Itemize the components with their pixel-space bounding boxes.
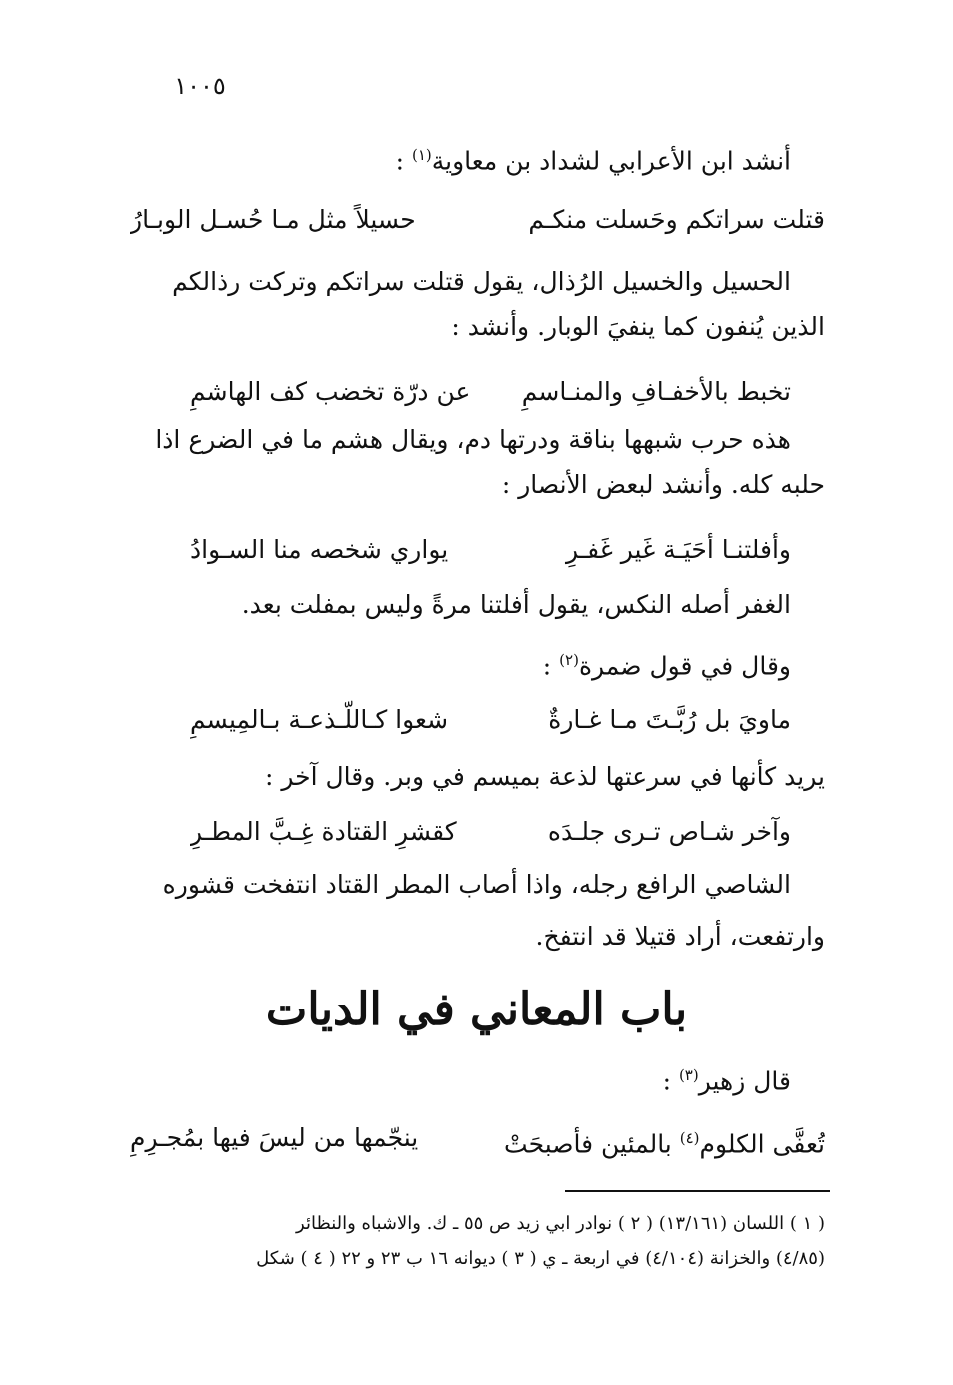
verse-line (130, 200, 825, 240)
verse-hemistich-second: ينجّمها من ليسَ فيها بمُجـرِمِ (130, 1123, 419, 1152)
verse-hemistich-first: تُعفَّى الكلوم$^{(٤)}$ بالمئين فأصبحَتْ (504, 1129, 825, 1159)
footnote-marker: (٢) (559, 651, 579, 669)
footnote-line: ( ١ ) اللسان (١٣/١٦١) ( ٢ ) نوادر ابي زيد ص ٥٥ ـ ك. والاشباه والنظائر (296, 1213, 825, 1234)
text-line: الحسيل والخسيل الرُذال، يقول قتلت سراتكم وتركت رذالكم (172, 267, 791, 296)
verse-hemistich-second: كقشرِ القتادة غِـبَّ المطـرِ (190, 817, 457, 846)
footnote-separator (565, 1190, 830, 1192)
verse-hemistich-first: تخبط بالأخفـافِ والمنـاسمِ (521, 377, 791, 406)
text-line: أنشد ابن الأعرابي لشداد بن معاوية$^{(١)}$ : (395, 146, 791, 176)
page-number: ١٠٠٥ (174, 72, 226, 100)
verse-hemistich-second: يواري شخصه منا السـوادُ (190, 535, 449, 564)
section-heading: باب المعاني في الديات (265, 984, 688, 1035)
text-line: حلبه كله. وأنشد لبعض الأنصار : (501, 470, 825, 499)
verse-line (130, 1118, 825, 1158)
verse-hemistich-second: عن درّة تخضب كف الهاشمِ (190, 377, 471, 406)
text-line: وقال في قول ضمرة$^{(٢)}$ : (542, 651, 791, 681)
text-line: وارتفعت، أراد قتيلا قد انتفخ. (535, 922, 825, 951)
text-line: هذه حرب شبهها بناقة ودرتها دم، ويقال هشم ما في الضرع اذا (155, 425, 791, 454)
footnote-line: (٤/٨٥) والخزانة (٤/١٠٤) في اربعة ـ ي ( ٣ ) ديوانه ١٦ ب ٢٣ و ٢٢ ( ٤ ) شكل (256, 1248, 825, 1269)
verse-line (190, 372, 791, 412)
verse-hemistich-first: قتلت سراتكم وحَسلت منكـم (528, 205, 825, 234)
text-line: يريد كأنها في سرعتها لذعة بميسم في وبر. وقال آخر : (265, 762, 825, 791)
verse-hemistich-first: وآخر شـاص تـرى جلـدَه (547, 817, 791, 846)
text-line: الشاصي الرافع رجله، واذا أصاب المطر القتاد انتفخت قشوره (162, 870, 791, 899)
text-line: الذين يُنفون كما ينفيَ الوبار. وأنشد : (451, 312, 825, 341)
verse-hemistich-first: ماويَ بل رُبَّـتَ مـا غـارةٌ (548, 705, 791, 734)
verse-line (190, 530, 791, 570)
verse-line (190, 700, 791, 740)
footnote-marker: (٣) (678, 1066, 699, 1084)
text-line: الغفر أصله النكس، يقول أفلتنا مرةً وليس بمفلت بعد. (241, 590, 791, 619)
verse-hemistich-second: حسيلاً مثل مـا حُسـل الوبـارُ (130, 205, 416, 234)
footnote-marker: (٤) (679, 1129, 700, 1147)
footnote-marker: (١) (411, 146, 432, 164)
text-line: قال زهير$^{(٣)}$ : (662, 1066, 791, 1096)
verse-hemistich-second: شعوا كـاللّـذعـة بـالمِيسمِ (190, 705, 449, 734)
verse-hemistich-first: وأفلتنـا أحَيَـة غَير غَفـرِ (565, 535, 791, 564)
verse-line (190, 812, 791, 852)
